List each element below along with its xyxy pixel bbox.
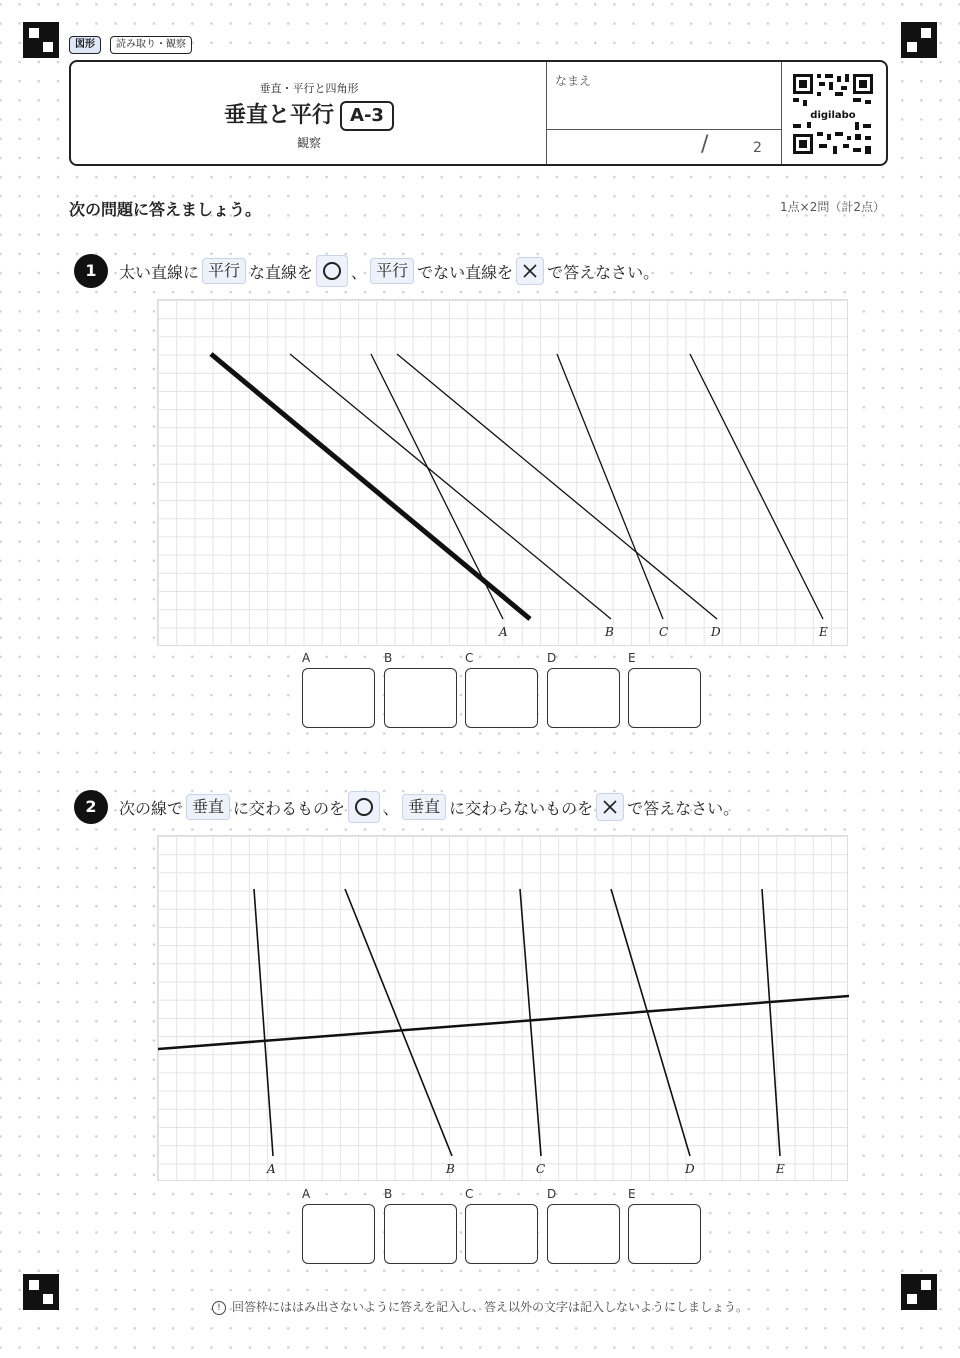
instruction: 次の問題に答えましょう。 [69,200,262,219]
level-badge: A-3 [340,101,394,131]
q2-text-4: に交わらないものを [449,798,594,818]
question-2-text [119,792,739,822]
q2-line-label-c: C [536,1162,546,1176]
worksheet-header [69,60,888,166]
q2-box-label-c: C [465,1187,474,1201]
q2-box-label-e: E [628,1187,636,1201]
q2-box-label-b: B [384,1187,393,1201]
page-title [71,98,547,131]
info-icon: ! [212,1301,226,1315]
unit-subtitle: 垂直・平行と四角形 [259,82,359,95]
q1-answer-box-d[interactable] [547,668,620,728]
circle-symbol [316,255,348,287]
q1-keyword-2: 平行 [370,258,414,284]
q2-text-1: 次の線で [119,798,184,818]
topic-label: 観察 [296,136,321,150]
q1-line-label-d: D [711,625,721,639]
q1-keyword-1: 平行 [202,258,246,284]
score-total: 2 [753,140,762,156]
q1-answer-box-e[interactable] [628,668,701,728]
q1-box-label-d: D [547,651,557,665]
points-note: 1点×2問（計2点） [780,200,885,214]
footer-note [0,1298,960,1315]
q1-box-label-e: E [628,651,636,665]
footer-text: 回答枠にははみ出さないように答えを記入し、答え以外の文字は記入しないようにしましょう。 [231,1300,748,1314]
q2-line-C [520,889,541,1156]
q2-line-A [254,889,273,1156]
q2-keyword-2: 垂直 [402,794,446,820]
q1-text-4: でない直線を [417,262,514,282]
corner-marker-top-left [23,22,59,58]
q2-answer-box-b[interactable] [384,1204,457,1264]
q1-box-label-a: A [302,651,311,665]
q1-line-D [397,354,717,619]
q2-keyword-1: 垂直 [186,794,230,820]
q1-line-E [690,354,823,619]
q2-text-5: で答えなさい。 [627,798,740,818]
q1-line-label-c: C [659,625,669,639]
name-label: なまえ [555,74,592,88]
q2-answer-box-c[interactable] [465,1204,538,1264]
q1-line-label-b: B [605,625,614,639]
q1-thick-line [211,354,530,619]
qr-code [791,72,875,156]
q2-text-3: 、 [383,798,400,818]
q1-line-B [290,354,611,619]
q2-line-D [611,889,690,1156]
q1-answer-box-c[interactable] [465,668,538,728]
skill-tag: 読み取り・観察 [110,36,192,54]
q2-figure [157,835,848,1181]
q2-text-2: に交わるものを [233,798,346,818]
q1-line-label-e: E [819,625,828,639]
q2-line-label-a: A [267,1162,276,1176]
name-field[interactable] [551,90,776,126]
q1-text-2: な直線を [249,262,314,282]
q1-box-label-b: B [384,651,393,665]
q2-line-label-e: E [776,1162,785,1176]
cross-symbol [516,257,544,285]
q1-line-label-a: A [499,625,508,639]
q1-answer-box-a[interactable] [302,668,375,728]
q1-figure [157,299,848,646]
q2-line-E [762,889,780,1156]
qr-caption: digilabo [810,110,856,121]
question-1-number: 1 [74,254,108,288]
corner-marker-top-right [901,22,937,58]
q2-box-label-a: A [302,1187,311,1201]
q1-line-C [557,354,663,619]
score-field[interactable] [551,132,691,162]
question-2-number: 2 [74,790,108,824]
q2-answer-box-e[interactable] [628,1204,701,1264]
q1-box-label-c: C [465,651,474,665]
title-text: 垂直と平行 [224,103,335,128]
q1-text-1: 太い直線に [119,262,200,282]
score-slash: / [701,132,709,157]
q1-text-3: 、 [351,262,368,282]
q1-text-5: で答えなさい。 [547,262,660,282]
cross-symbol [596,793,624,821]
q2-line-label-d: D [685,1162,695,1176]
q2-line-B [345,889,452,1156]
category-tag: 図形 [69,36,101,54]
q2-answer-box-d[interactable] [547,1204,620,1264]
question-1-text [119,256,659,286]
circle-symbol [348,791,380,823]
q2-answer-box-a[interactable] [302,1204,375,1264]
q1-answer-box-b[interactable] [384,668,457,728]
q1-line-A [371,354,503,619]
q2-box-label-d: D [547,1187,557,1201]
q2-line-label-b: B [446,1162,455,1176]
